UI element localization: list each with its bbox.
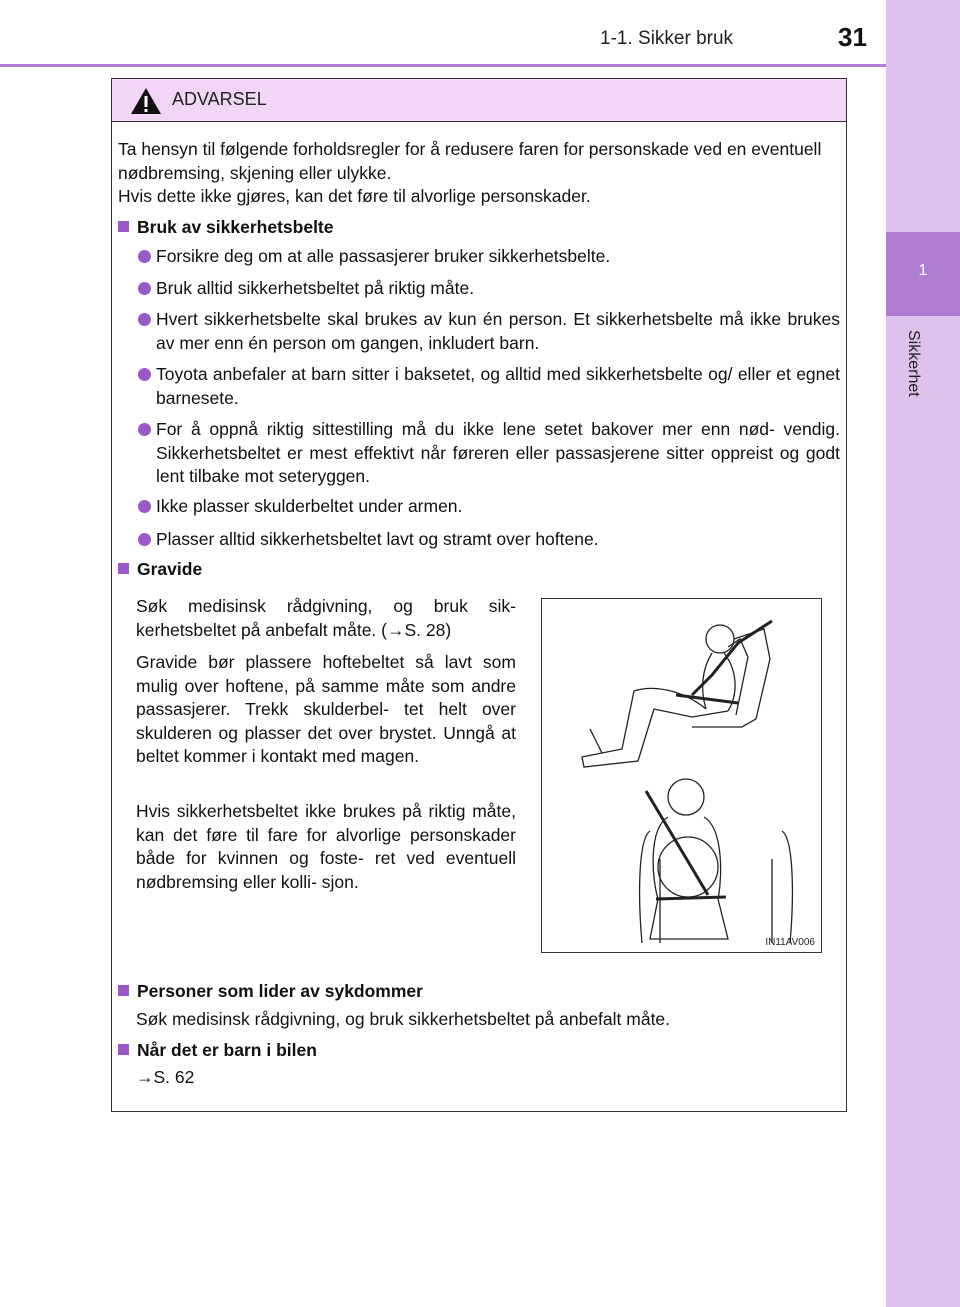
pregnant-paragraph: Søk medisinsk rådgivning, og bruk sik- kerhetsbeltet på anbefalt måte. (→S. 28) bbox=[136, 596, 516, 640]
bullet-item bbox=[134, 495, 840, 519]
page-number: 31 bbox=[838, 22, 867, 52]
bullet-text: Forsikre deg om at alle passasjerer bruker sikkerhetsbelte. bbox=[156, 246, 611, 266]
section-heading-seatbelt bbox=[118, 217, 334, 238]
heading-text: Personer som lider av sykdommer bbox=[137, 981, 423, 1001]
bullet-text: Ikke plasser skulderbeltet under armen. bbox=[156, 496, 463, 516]
heading-text: Bruk av sikkerhetsbelte bbox=[137, 217, 334, 237]
chapter-sidebar bbox=[886, 0, 960, 1307]
pregnant-paragraph: Hvis sikkerhetsbeltet ikke brukes på riktig måte, kan det føre til fare for alvorlige personskader både for kvinnen og foste- ret ved eventuell nødbremsing eller kolli- sjon. bbox=[136, 801, 516, 892]
bullet-text: Hvert sikkerhetsbelte skal brukes av kun én person. Et sikkerhetsbelte må ikke brukes av mer enn én person om gangen, inkludert barn. bbox=[156, 309, 840, 353]
children-reference-link[interactable]: →S. 62 bbox=[136, 1067, 195, 1087]
bullet-text: Bruk alltid sikkerhetsbeltet på riktig måte. bbox=[156, 278, 475, 298]
bullet-item bbox=[134, 528, 840, 552]
bullet-text: Plasser alltid sikkerhetsbeltet lavt og stramt over hoftene. bbox=[156, 529, 599, 549]
bullet-text: Toyota anbefaler at barn sitter i baksetet, og alltid med sikkerhetsbelte og/ eller et egnet barnesete. bbox=[156, 364, 840, 408]
bullet-dot bbox=[138, 250, 151, 263]
bullet-item bbox=[134, 418, 840, 489]
header-rule bbox=[0, 64, 886, 67]
section-title: 1-1. Sikker bruk bbox=[600, 28, 734, 49]
bullet-dot bbox=[138, 533, 151, 546]
heading-marker bbox=[118, 563, 129, 574]
chapter-label: Sikkerhet bbox=[905, 330, 922, 397]
bullet-item bbox=[134, 363, 840, 410]
warning-title: ADVARSEL bbox=[172, 89, 267, 109]
bullet-dot bbox=[138, 313, 151, 326]
heading-marker bbox=[118, 221, 129, 232]
heading-text: Gravide bbox=[137, 559, 203, 579]
heading-marker bbox=[118, 985, 129, 996]
bullet-dot bbox=[138, 368, 151, 381]
illness-text: Søk medisinsk rådgivning, og bruk sikkerhetsbeltet på anbefalt måte. bbox=[136, 1009, 671, 1029]
bullet-text: For å oppnå riktig sittestilling må du ikke lene setet bakover mer enn nød- vendig. Sikkerhetsbeltet er mest effektivt når føreren eller passasjerene sitter oppreist og godt lent tilbake mot seteryggen. bbox=[156, 419, 840, 486]
warning-triangle-icon bbox=[130, 87, 162, 115]
section-heading-pregnant bbox=[118, 559, 202, 580]
warning-header bbox=[112, 79, 846, 122]
seatbelt-illustration bbox=[541, 598, 822, 953]
chapter-number: 1 bbox=[918, 262, 928, 279]
bullet-dot bbox=[138, 423, 151, 436]
warning-intro: Ta hensyn til følgende forholdsregler for å redusere faren for personskade ved en eventuell nødbremsing, skjening eller ulykke. Hvis dette ikke gjøres, kan det føre til alvorlige personskader. bbox=[118, 139, 822, 206]
pregnant-seated-drawing bbox=[542, 599, 821, 952]
figure-code: IN11AV006 bbox=[765, 937, 815, 948]
section-heading-children bbox=[118, 1040, 317, 1061]
heading-text: Når det er barn i bilen bbox=[137, 1040, 317, 1060]
pregnant-paragraph: Gravide bør plassere hoftebeltet så lavt som mulig over hoftene, på samme måte som andre passasjerer. Trekk skulderbel- tet helt over skulderen og plasser det over brystet. Unngå at beltet kommer i kontakt med magen. bbox=[136, 652, 516, 766]
bullet-item bbox=[134, 277, 840, 301]
bullet-dot bbox=[138, 500, 151, 513]
heading-marker bbox=[118, 1044, 129, 1055]
section-heading-illness bbox=[118, 981, 423, 1002]
bullet-dot bbox=[138, 282, 151, 295]
bullet-item bbox=[134, 245, 840, 269]
bullet-item bbox=[134, 308, 840, 355]
